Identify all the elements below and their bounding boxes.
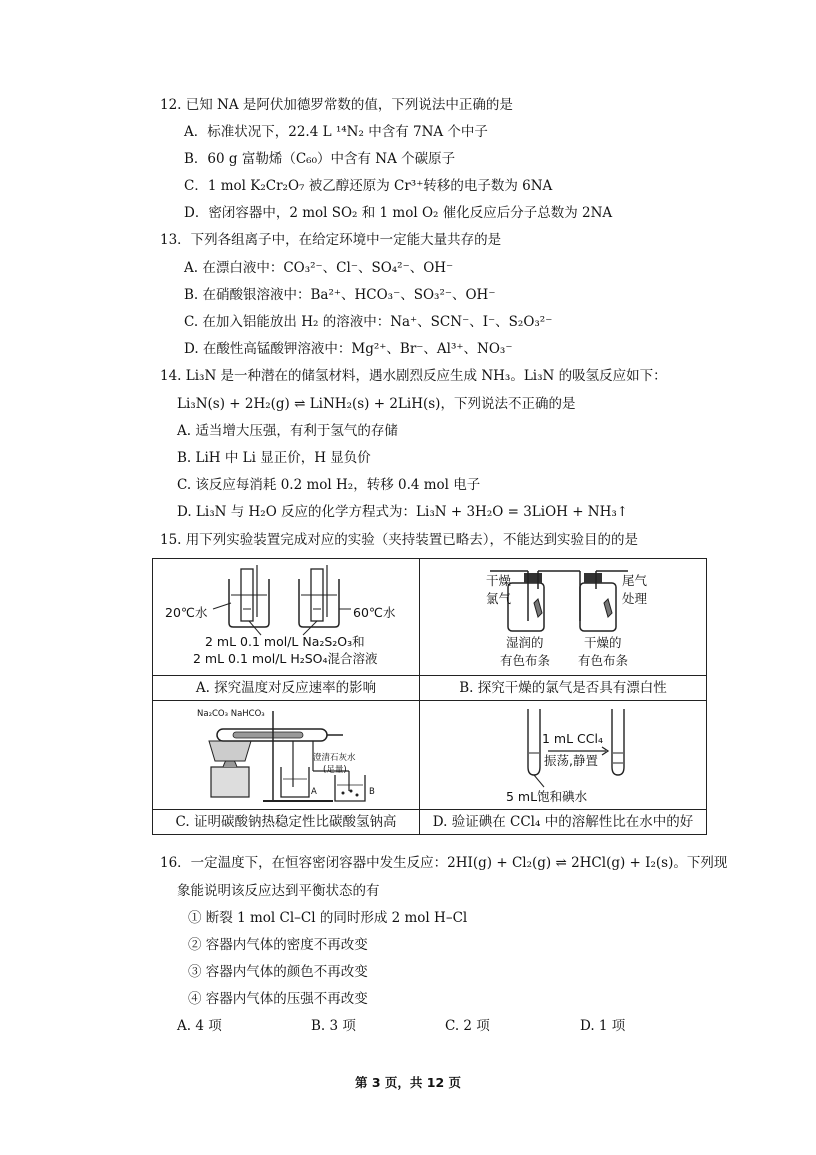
label-iodine-water: 5 mL饱和碘水: [506, 789, 588, 804]
label-tail-gas: 尾气: [622, 573, 648, 588]
figure-a: [153, 559, 419, 675]
q13-stem: 13．下列各组离子中，在给定环境中一定能大量共存的是: [160, 232, 502, 248]
label-wet: 湿润的: [506, 635, 544, 650]
q14-stem-equation: Li₃N(s) + 2H₂(g) ⇌ LiNH₂(s) + 2LiH(s)，下列说法不正确的是: [177, 396, 576, 412]
q16-stem-cont: 象能说明该反应达到平衡状态的有: [177, 883, 380, 899]
q16-option-b: B. 3 项: [311, 1018, 356, 1034]
figure-d: [420, 701, 706, 809]
label-solution-2: 2 mL 0.1 mol/L H₂SO₄混合溶液: [193, 651, 378, 666]
q12-option-d: D．密闭容器中，2 mol SO₂ 和 1 mol O₂ 催化反应后分子总数为 2NA: [184, 205, 613, 221]
q14-stem: 14. Li₃N 是一种潜在的储氢材料，遇水剧烈反应生成 NH₃。Li₃N 的吸氢反应如下：: [160, 368, 667, 384]
label-dry-2: 干燥的: [584, 635, 622, 650]
q14-option-c: C. 该反应每消耗 0.2 mol H₂，转移 0.4 mol 电子: [177, 477, 481, 493]
q16-item-1: ① 断裂 1 mol Cl–Cl 的同时形成 2 mol H–Cl: [188, 910, 468, 926]
label-dry-cloth: 有色布条: [578, 653, 629, 668]
q16-item-4: ④ 容器内气体的压强不再改变: [188, 991, 368, 1007]
q13-option-a: A. 在漂白液中：CO₃²⁻、Cl⁻、SO₄²⁻、OH⁻: [184, 260, 454, 276]
caption-d: D. 验证碘在 CCl₄ 中的溶解性比在水中的好: [432, 814, 694, 830]
q16-stem: 16．一定温度下，在恒容密闭容器中发生反应：2HI(g) + Cl₂(g) ⇌ 2HCl(g) + I₂(s)。下列现: [160, 855, 728, 871]
label-salts: Na₂CO₃ NaHCO₃: [197, 709, 265, 719]
q12-option-c: C．1 mol K₂Cr₂O₇ 被乙醇还原为 Cr³⁺转移的电子数为 6NA: [184, 178, 553, 194]
q16-option-a: A. 4 项: [177, 1018, 222, 1034]
label-beaker-a: A: [311, 787, 317, 797]
q13-option-b: B. 在硝酸银溶液中：Ba²⁺、HCO₃⁻、SO₃²⁻、OH⁻: [184, 287, 496, 303]
label-solution-1: 2 mL 0.1 mol/L Na₂S₂O₃和: [205, 634, 365, 649]
caption-b: B. 探究干燥的氯气是否具有漂白性: [459, 680, 667, 696]
caption-c: C. 证明碳酸钠热稳定性比碳酸氢钠高: [175, 814, 397, 830]
label-wet-cloth: 有色布条: [500, 653, 551, 668]
q13-option-d: D. 在酸性高锰酸钾溶液中：Mg²⁺、Br⁻、Al³⁺、NO₃⁻: [184, 341, 513, 357]
q16-option-c: C. 2 项: [445, 1018, 490, 1034]
q16-item-3: ③ 容器内气体的颜色不再改变: [188, 964, 368, 980]
label-chlorine: 氯气: [486, 591, 512, 606]
q12-stem: 12. 已知 NA 是阿伏加德罗常数的值，下列说法中正确的是: [160, 97, 513, 113]
label-treatment: 处理: [622, 591, 648, 606]
q12-option-a: A．标准状况下，22.4 L ¹⁴N₂ 中含有 7NA 个中子: [184, 124, 488, 140]
q13-option-c: C. 在加入铝能放出 H₂ 的溶液中：Na⁺、SCN⁻、I⁻、S₂O₃²⁻: [184, 314, 553, 330]
experiment-table: [152, 558, 707, 835]
q14-option-b: B. LiH 中 Li 显正价，H 显负价: [177, 450, 371, 466]
gas-bottles-diagram: [420, 559, 706, 675]
q16-item-2: ② 容器内气体的密度不再改变: [188, 937, 368, 953]
q14-option-d: D. Li₃N 与 H₂O 反应的化学方程式为：Li₃N + 3H₂O = 3LiOH + NH₃↑: [177, 504, 629, 520]
label-add-ccl4: 1 mL CCl₄: [542, 731, 603, 746]
q14-option-a: A. 适当增大压强，有利于氢气的存储: [177, 423, 398, 439]
label-excess: (足量): [323, 765, 347, 775]
q12-option-b: B．60 g 富勒烯（C₆₀）中含有 NA 个碳原子: [184, 151, 456, 167]
label-beaker-b: B: [369, 787, 375, 797]
figure-b: [420, 559, 706, 675]
q16-option-d: D. 1 项: [580, 1018, 626, 1034]
q15-stem: 15. 用下列实验装置完成对应的实验（夹持装置已略去），不能达到实验目的的是: [160, 532, 639, 548]
heating-apparatus-diagram: [153, 701, 419, 809]
label-60c-water: 60℃水: [353, 605, 396, 620]
figure-c: [153, 701, 419, 809]
label-dry: 干燥: [486, 573, 512, 588]
page-footer: 第 3 页，共 12 页: [355, 1075, 461, 1090]
label-20c-water: 20℃水: [165, 605, 208, 620]
label-shake: 振荡,静置: [544, 753, 598, 768]
caption-a: A. 探究温度对反应速率的影响: [195, 680, 377, 696]
label-limewater: 澄清石灰水: [313, 753, 356, 763]
